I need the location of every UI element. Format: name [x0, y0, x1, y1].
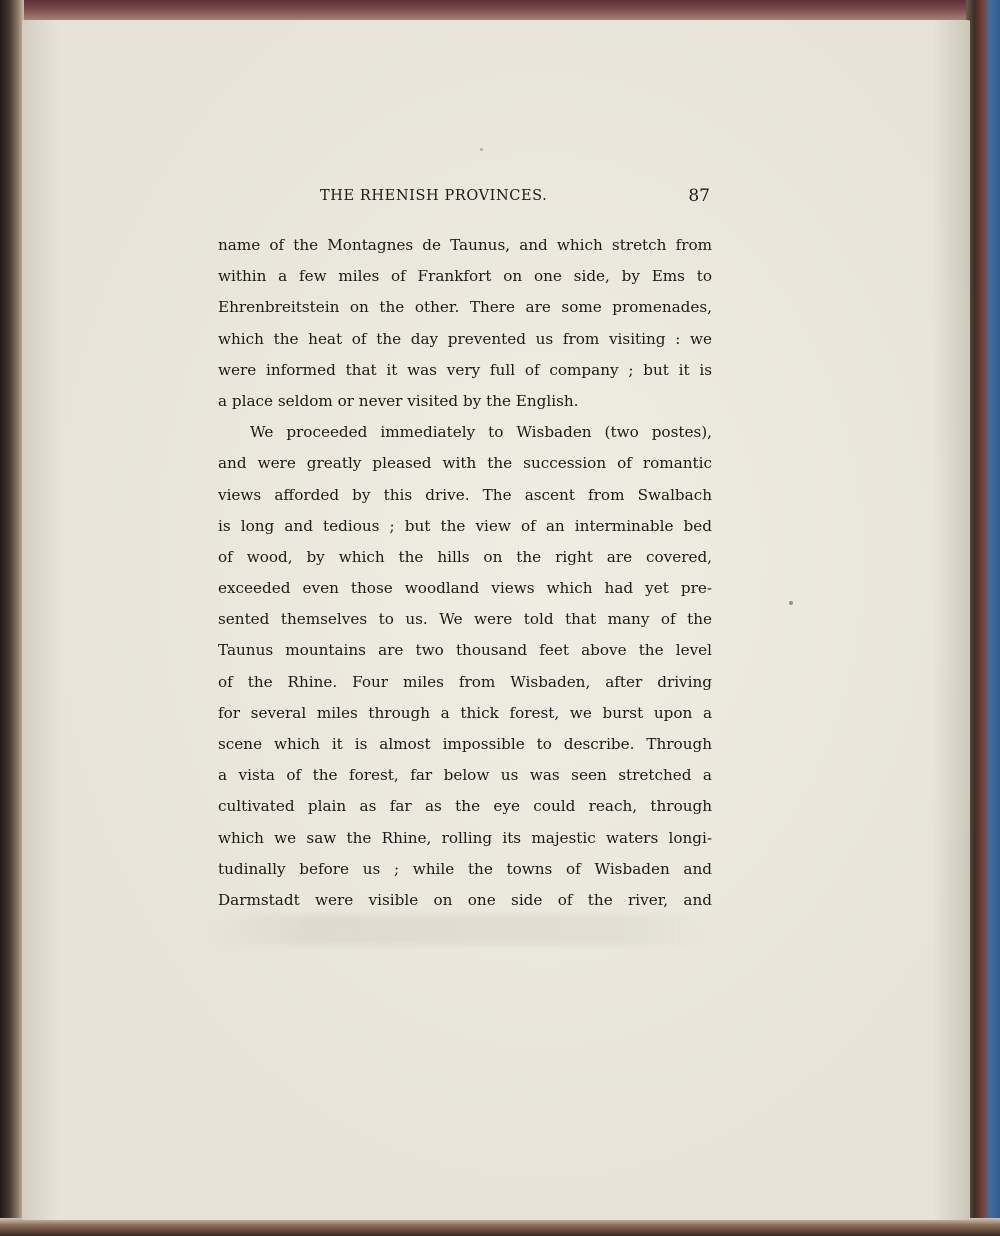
paper-speck [789, 601, 793, 605]
text-line: and were greatly pleased with the succession of romantic [218, 454, 712, 473]
page-header [320, 186, 710, 210]
text-line: Taunus mountains are two thousand feet above the level [218, 641, 712, 660]
text-line: sented themselves to us. We were told that many of the [218, 610, 712, 629]
text-line: which the heat of the day prevented us from visiting : we [218, 329, 712, 348]
text-line: of the Rhine. Four miles from Wisbaden, after driving [218, 672, 712, 691]
paper-speck [480, 148, 483, 151]
text-line: scene which it is almost impossible to describe. Through [218, 735, 712, 753]
book-binding [0, 0, 24, 1236]
text-line: were informed that it was very full of company ; but it is [218, 360, 712, 379]
text-line: cultivated plain as far as the eye could reach, through [218, 797, 712, 816]
text-line: for several miles through a thick forest, we burst upon a [218, 703, 712, 722]
running-title: THE RHENISH PROVINCES. [320, 188, 548, 204]
text-line: within a few miles of Frankfort on one side, by Ems to [218, 267, 712, 286]
text-line: tudinally before us ; while the towns of Wisbaden and [218, 859, 712, 878]
text-line: We proceeded immediately to Wisbaden (two postes), [250, 423, 712, 442]
page-number: 87 [688, 186, 710, 206]
book-bottom-edge [0, 1218, 1000, 1236]
body-text [218, 230, 712, 916]
text-line: exceeded even those woodland views which had yet pre- [218, 579, 712, 598]
show-through-shadow [210, 915, 710, 945]
text-line: Darmstadt were visible on one side of the river, and [218, 890, 712, 909]
text-line: Ehrenbreitstein on the other. There are some promenades, [218, 298, 712, 317]
text-line: is long and tedious ; but the view of an interminable bed [218, 516, 712, 535]
text-line: of wood, by which the hills on the right are covered, [218, 547, 712, 566]
book-top-edge [0, 0, 1000, 22]
text-line: a place seldom or never visited by the English. [218, 391, 579, 410]
text-line: name of the Montagnes de Taunus, and which stretch from [218, 236, 712, 254]
text-line: a vista of the forest, far below us was seen stretched a [218, 766, 712, 785]
text-line: views afforded by this drive. The ascent from Swalbach [218, 485, 712, 504]
text-line: which we saw the Rhine, rolling its majestic waters longi- [218, 828, 712, 847]
book-fore-edge [966, 0, 1000, 1236]
